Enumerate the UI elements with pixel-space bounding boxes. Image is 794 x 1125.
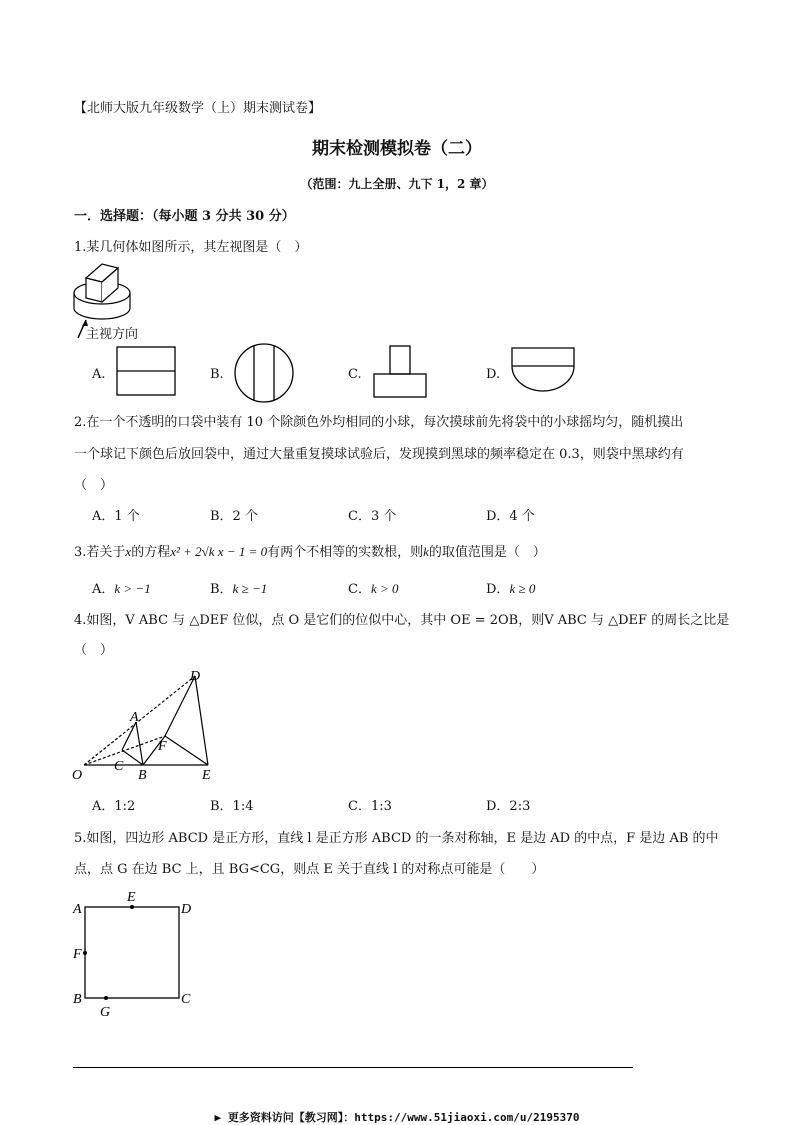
q5-label-g: G (100, 1005, 111, 1020)
q3-option-a-value: k > −1 (114, 581, 151, 596)
question-5-line-1: 5.如图，四边形 ABCD 是正方形，直线 l 是正方形 ABCD 的一条对称轴，E 是边 AD 的中点，F 是边 AB 的中 (74, 831, 719, 846)
question-2-line-1: 2.在一个不透明的口袋中装有 10 个除颜色外均相同的小球，每次摸球前先将袋中的小球摇均匀，随机摸出 (74, 415, 684, 430)
q4-homothety-figure (70, 666, 230, 786)
q1-option-a-figure (116, 346, 178, 398)
q4-label-e: E (202, 768, 211, 783)
q5-label-e: E (127, 890, 136, 905)
q4-label-o: O (72, 768, 83, 783)
q1-option-a-label: A. (92, 367, 106, 382)
q3-variable-k: k (423, 544, 429, 559)
question-4-line-2: （ ） (74, 643, 114, 658)
question-3-stem (74, 541, 546, 560)
q4-option-c: C．1:3 (348, 799, 392, 814)
question-5-line-2: 点，点 G 在边 BC 上，且 BG<CG，则点 E 关于直线 l 的对称点可能是（ ） (74, 862, 545, 877)
question-4-line-1: 4.如图，V ABC 与 △DEF 位似，点 O 是它们的位似中心，其中 OE = 2OB，则V ABC 与 △DEF 的周长之比是 (74, 613, 730, 628)
q3-option-a (92, 578, 151, 597)
q5-label-a: A (73, 902, 82, 917)
q3-option-d-label: D． (486, 582, 510, 597)
q3-option-b-label: B． (210, 582, 233, 597)
q5-label-f: F (73, 947, 82, 962)
q3-option-b (210, 578, 267, 597)
q2-option-a: A．1 个 (92, 509, 140, 524)
q3-option-d-value: k ≥ 0 (509, 581, 536, 596)
exam-series-label: 【北师大版九年级数学（上）期末测试卷】 (74, 101, 322, 116)
q4-label-c: C (114, 759, 124, 774)
q3-option-c-label: C． (348, 582, 371, 597)
q3-option-d (486, 578, 535, 597)
section-heading: 一．选择题：（每小题 3 分共 30 分） (74, 209, 295, 224)
q3-text-mid2: 有两个不相等的实数根，则 (267, 545, 424, 560)
q5-label-b: B (73, 992, 82, 1007)
q5-square-figure (68, 886, 198, 1020)
q4-label-f: F (158, 739, 167, 754)
question-1-stem: 1.某几何体如图所示，其左视图是（ ） (74, 240, 308, 255)
q1-option-b-figure (233, 342, 295, 404)
q4-label-a: A (130, 710, 139, 725)
q4-label-d: D (190, 669, 201, 684)
view-direction-label: 主视方向 (86, 327, 139, 342)
q3-text-mid1: 的方程 (131, 545, 171, 560)
q3-option-b-value: k ≥ −1 (232, 581, 268, 596)
q2-option-b: B．2 个 (210, 509, 258, 524)
q3-option-c (348, 578, 399, 597)
q2-option-c: C．3 个 (348, 509, 397, 524)
q3-option-a-label: A． (92, 582, 115, 597)
q4-option-d: D．2:3 (486, 799, 531, 814)
exam-scope: （范围：九上全册、九下 1，2 章） (300, 177, 494, 191)
q3-text-post: 的取值范围是（ ） (428, 545, 546, 560)
q1-option-d-figure (510, 346, 576, 394)
q1-option-b-label: B. (210, 367, 224, 382)
q5-label-d: D (181, 902, 192, 917)
q4-label-b: B (138, 768, 147, 783)
q4-option-b: B．1:4 (210, 799, 254, 814)
q1-option-d-label: D. (486, 367, 501, 382)
footer-link[interactable]: ▶ 更多资料访问【教习网】：https://www.51jiaoxi.com/u/2195370 (214, 1111, 580, 1124)
q1-option-c-label: C. (348, 367, 362, 382)
q3-option-c-value: k > 0 (370, 581, 399, 596)
q5-label-c: C (181, 992, 191, 1007)
question-2-line-3: （ ） (74, 478, 114, 493)
q3-text-pre: 3.若关于 (74, 545, 126, 560)
q1-option-c-figure (372, 344, 428, 400)
q2-option-d: D．4 个 (486, 509, 535, 524)
footer-divider (73, 1067, 633, 1068)
q3-equation: x² + 2√k x − 1 = 0 (170, 544, 268, 559)
page-title: 期末检测模拟卷（二） (312, 139, 482, 159)
q3-variable-x: x (125, 544, 132, 559)
q4-option-a: A．1:2 (92, 799, 136, 814)
question-2-line-2: 一个球记下颜色后放回袋中，通过大量重复摸球试验后，发现摸到黑球的频率稳定在 0.3，则袋中黑球约有 (74, 447, 684, 462)
